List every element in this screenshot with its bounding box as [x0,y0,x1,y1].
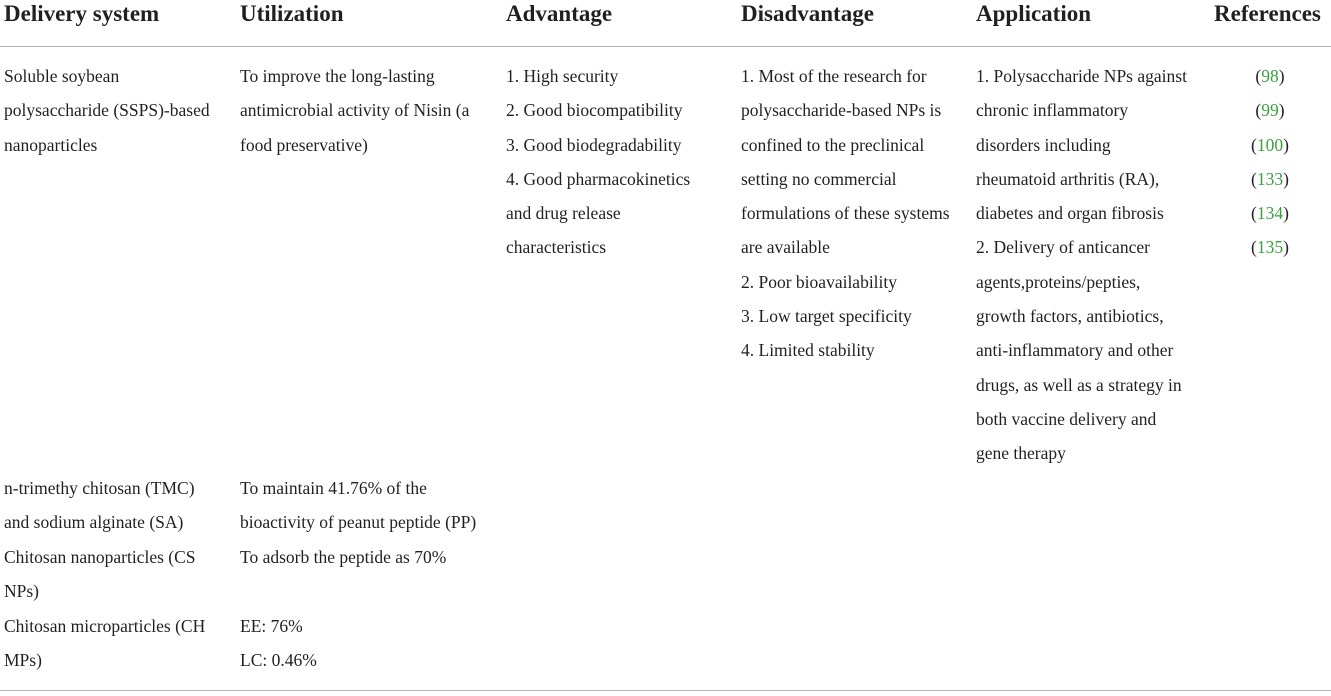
row3-utilization-cell [240,540,446,574]
text-line: are available [741,237,830,258]
citation-link[interactable]: 134 [1256,203,1284,224]
reference-item: (98) [1255,66,1285,86]
row1-application-cell [976,59,1187,471]
text-line: 3. Good biodegradability [506,134,682,155]
text-line: polysaccharide-based NPs is [741,100,942,121]
reference-item: (133) [1251,168,1289,189]
text-line: To improve the long-lasting [240,66,435,86]
text-line: Chitosan microparticles (CH [4,616,206,636]
bottom-rule [0,690,1331,691]
text-line: disorders including [976,134,1111,155]
citation-link[interactable]: 135 [1256,237,1284,258]
row4-delivery-cell [4,609,205,678]
text-line: 2. Poor bioavailability [741,271,898,292]
row1-disadvantage-cell [741,59,950,368]
text-line: 1. Most of the research for [741,66,927,86]
row2-utilization-cell [240,471,476,540]
text-line: 4. Good pharmacokinetics [506,168,691,189]
row1-references-cell [1215,59,1325,265]
text-line: LC: 0.46% [240,650,317,671]
text-line: NPs) [4,581,40,602]
header-application: Application [976,1,1092,26]
text-line: gene therapy [976,443,1066,464]
text-line: drugs, as well as a strategy in [976,374,1182,395]
text-line: 2. Good biocompatibility [506,100,683,121]
text-line: confined to the preclinical [741,134,925,155]
header-advantage: Advantage [506,1,613,26]
text-line: n-trimethy chitosan (TMC) [4,478,195,498]
citation-link[interactable]: 133 [1256,168,1284,189]
row3-delivery-cell [4,540,196,609]
text-line: diabetes and organ fibrosis [976,203,1164,224]
text-line: antimicrobial activity of Nisin (a [240,100,470,121]
header-disadvantage: Disadvantage [741,1,874,26]
text-line: nanoparticles [4,134,98,155]
header-delivery-system: Delivery system [4,1,160,26]
citation-link[interactable]: 99 [1261,100,1279,121]
text-line: both vaccine delivery and [976,408,1157,429]
row1-advantage-cell [506,59,690,265]
text-line: chronic inflammatory [976,100,1129,121]
citation-link[interactable]: 100 [1256,134,1284,155]
text-line: formulations of these systems [741,203,950,224]
citation-link[interactable]: 98 [1261,66,1279,86]
header-references: References [1214,1,1321,26]
text-line: Chitosan nanoparticles (CS [4,547,196,567]
text-line: 4. Limited stability [741,340,875,361]
text-line: setting no commercial [741,168,897,189]
text-line: Soluble soybean [4,66,120,86]
text-line: characteristics [506,237,607,258]
text-line: growth factors, antibiotics, [976,306,1164,327]
text-line: agents,proteins/pepties, [976,271,1141,292]
text-line: rheumatoid arthritis (RA), [976,168,1160,189]
reference-item: (135) [1251,237,1289,258]
row4-utilization-cell [240,609,317,678]
text-line: 1. High security [506,66,619,86]
text-line: To maintain 41.76% of the [240,478,427,498]
text-line: EE: 76% [240,616,303,636]
row1-utilization-cell [240,59,469,162]
reference-item: (134) [1251,203,1289,224]
reference-item: (99) [1255,100,1285,121]
row1-delivery-cell [4,59,210,162]
header-utilization: Utilization [240,1,344,26]
text-line: anti-inflammatory and other [976,340,1174,361]
text-line: bioactivity of peanut peptide (PP) [240,512,477,533]
text-line: and sodium alginate (SA) [4,512,184,533]
text-line: and drug release [506,203,621,224]
row2-delivery-cell [4,471,195,540]
text-line: food preservative) [240,134,368,155]
text-line: polysaccharide (SSPS)-based [4,100,210,121]
text-line: 1. Polysaccharide NPs against [976,66,1187,86]
reference-item: (100) [1251,134,1289,155]
text-line: MPs) [4,650,42,671]
header-rule [0,46,1331,47]
text-line: To adsorb the peptide as 70% [240,547,447,567]
text-line: 3. Low target specificity [741,306,912,327]
text-line: 2. Delivery of anticancer [976,237,1150,258]
